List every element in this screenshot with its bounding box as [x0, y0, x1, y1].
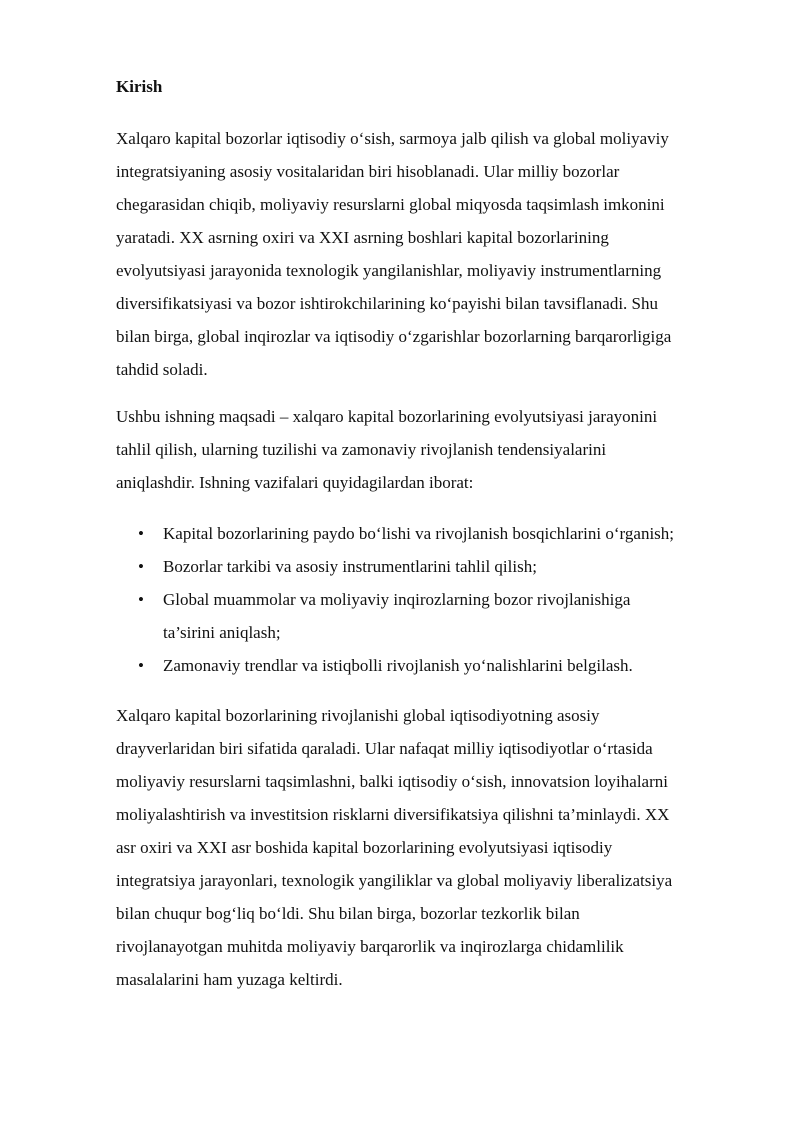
section-heading: Kirish [116, 77, 163, 96]
list-item-text: Zamonaviy trendlar va istiqbolli rivojlanish yo‘nalishlarini belgilash. [163, 656, 633, 675]
text-line: tahlil qilish, ularning tuzilishi va zamonaviy rivojlanish tendensiyalarini [116, 440, 607, 459]
text-line: bilan chuqur bog‘liq bo‘ldi. Shu bilan birga, bozorlar tezkorlik bilan [116, 904, 580, 923]
text-line: chegarasidan chiqib, moliyaviy resurslarni global miqyosda taqsimlash imkonini [116, 195, 665, 214]
text-line: diversifikatsiyasi va bozor ishtirokchilarining ko‘payishi bilan tavsiflanadi. Shu [116, 294, 659, 313]
body-paragraph [116, 699, 736, 996]
list-item [116, 517, 756, 550]
list-item-text: Kapital bozorlarining paydo bo‘lishi va rivojlanish bosqichlarini o‘rganish; [163, 524, 675, 543]
text-line: rivojlanayotgan muhitda moliyaviy barqarorlik va inqirozlarga chidamlilik [116, 937, 624, 956]
text-line: moliyaviy resurslarni taqsimlashni, balki iqtisodiy o‘sish, innovatsion loyihalarni [116, 772, 668, 791]
text-line: asr oxiri va XXI asr boshida kapital bozorlarining evolyutsiyasi iqtisodiy [116, 838, 613, 857]
list-item [116, 583, 756, 649]
aim-paragraph [116, 400, 736, 499]
text-line: evolyutsiyasi jarayonida texnologik yangilanishlar, moliyaviy instrumentlarning [116, 261, 662, 280]
text-line: bilan birga, global inqirozlar va iqtisodiy o‘zgarishlar bozorlarning barqarorligiga [116, 327, 672, 346]
bullet-icon: • [138, 656, 144, 675]
text-line: Xalqaro kapital bozorlar iqtisodiy o‘sish, sarmoya jalb qilish va global moliyaviy [116, 129, 669, 148]
text-line: integratsiyaning asosiy vositalaridan biri hisoblanadi. Ular milliy bozorlar [116, 162, 620, 181]
bullet-icon: • [138, 524, 144, 543]
list-item-text: Bozorlar tarkibi va asosiy instrumentlarini tahlil qilish; [163, 557, 537, 576]
text-line: yaratadi. XX asrning oxiri va XXI asrning boshlari kapital bozorlarining [116, 228, 609, 247]
list-item-text: Global muammolar va moliyaviy inqirozlarning bozor rivojlanishiga [163, 590, 631, 609]
text-line: moliyalashtirish va investitsion risklarni diversifikatsiya qilishni ta’minlaydi. XX [116, 805, 670, 824]
text-line: drayverlaridan biri sifatida qaraladi. Ular nafaqat milliy iqtisodiyotlar o‘rtasida [116, 739, 653, 758]
text-line: Ushbu ishning maqsadi – xalqaro kapital bozorlarining evolyutsiyasi jarayonini [116, 407, 658, 426]
text-line: aniqlashdir. Ishning vazifalari quyidagilardan iborat: [116, 473, 474, 492]
list-item-text: ta’sirini aniqlash; [163, 623, 281, 642]
text-line: tahdid soladi. [116, 360, 208, 379]
list-item [116, 649, 756, 682]
intro-paragraph [116, 122, 736, 386]
text-line: masalalarini ham yuzaga keltirdi. [116, 970, 343, 989]
text-line: integratsiya jarayonlari, texnologik yangiliklar va global moliyaviy liberalizatsiya [116, 871, 673, 890]
bullet-icon: • [138, 590, 144, 609]
text-line: Xalqaro kapital bozorlarining rivojlanishi global iqtisodiyotning asosiy [116, 706, 600, 725]
list-item [116, 550, 756, 583]
tasks-list [116, 517, 756, 682]
bullet-icon: • [138, 557, 144, 576]
